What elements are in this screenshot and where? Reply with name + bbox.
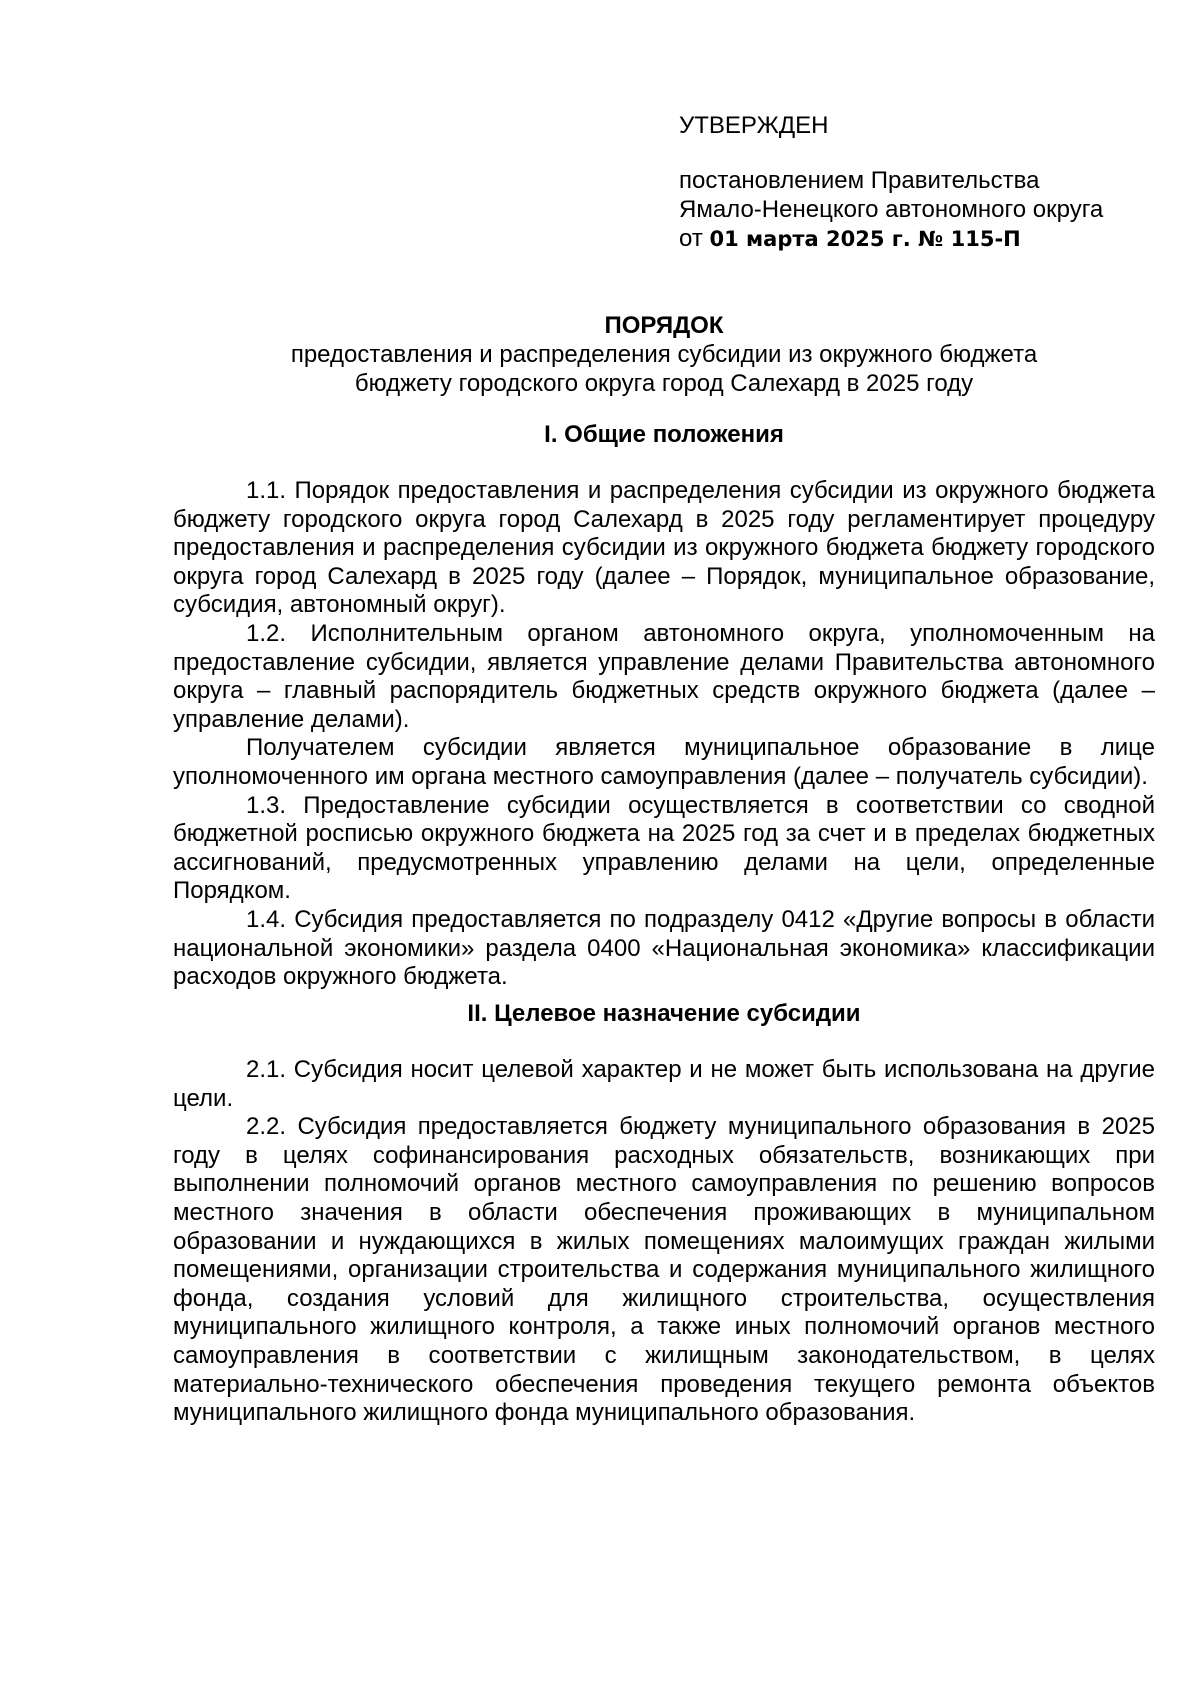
document-subtitle-line-1: предоставления и распределения субсидии из окружного бюджета (290, 341, 1038, 368)
section-1-title: I. Общие положения (544, 421, 784, 448)
approval-line-1: постановлением Правительства (679, 167, 1040, 194)
document-title: ПОРЯДОК (604, 312, 724, 339)
section-2-body (173, 1056, 1155, 1428)
paragraph-2-2: 2.2. Субсидия предоставляется бюджету муниципального образования в 2025 году в целях софинансирования расходных обязательств, возникающих при выполнении полномочий органов местного самоуправления по решению вопросов местного значения в области обеспечения проживающих в муниципальном образовании и нуждающихся в жилых помещениях малоимущих граждан жилыми помещениями, организации строительства и содержания муниципального жилищного фонда, создания условий для жилищного строительства, осуществления муниципального жилищного контроля, а также иных полномочий органов местного самоуправления в соответствии с жилищным законодательством, в целях материально-технического обеспечения проведения текущего ремонта объектов муниципального жилищного фонда муниципального образования. (173, 1113, 1155, 1427)
approval-line-2: Ямало-Ненецкого автономного округа (679, 196, 1104, 223)
document-heading (173, 311, 1155, 398)
approval-date-prefix: от (679, 225, 703, 252)
approval-line-3 (679, 224, 1159, 254)
paragraph-1-2: 1.2. Исполнительным органом автономного округа, уполномоченным на предоставление субсидии, является управление делами Правительства автономного округа – главный распорядитель бюджетных средств окружного бюджета (далее – управление делами). (173, 619, 1155, 733)
section-2 (173, 1000, 1155, 1029)
approval-title: УТВЕРЖДЕН (679, 112, 829, 139)
paragraph-1-2-recipient: Получателем субсидии является муниципальное образование в лице уполномоченного им органа местного самоуправления (далее – получатель субсидии). (173, 734, 1155, 790)
section-1 (173, 421, 1155, 450)
document-subtitle-line-2: бюджету городского округа город Салехард в 2025 году (354, 370, 974, 397)
paragraph-1-4: 1.4. Субсидия предоставляется по подразделу 0412 «Другие вопросы в области национальной экономики» раздела 0400 «Национальная экономика» классификации расходов окружного бюджета. (173, 905, 1155, 991)
paragraph-1-3: 1.3. Предоставление субсидии осуществляется в соответствии со сводной бюджетной росписью окружного бюджета на 2025 год за счет и в пределах бюджетных ассигнований, предусмотренных управлению делами на цели, определенные Порядком. (173, 791, 1155, 905)
approval-decree-number: 01 марта 2025 г. № 115-П (709, 227, 1021, 251)
approval-stamp (679, 111, 1159, 254)
paragraph-2-1: 2.1. Субсидия носит целевой характер и не может быть использована на другие цели. (173, 1056, 1155, 1112)
section-2-title: II. Целевое назначение субсидии (467, 1000, 861, 1027)
section-1-body (173, 477, 1155, 992)
paragraph-1-1: 1.1. Порядок предоставления и распределения субсидии из окружного бюджета бюджету городского округа город Салехард в 2025 году регламентирует процедуру предоставления и распределения субсидии из окружного бюджета бюджету городского округа город Салехард в 2025 году (далее – Порядок, муниципальное образование, субсидия, автономный округ). (173, 477, 1155, 619)
